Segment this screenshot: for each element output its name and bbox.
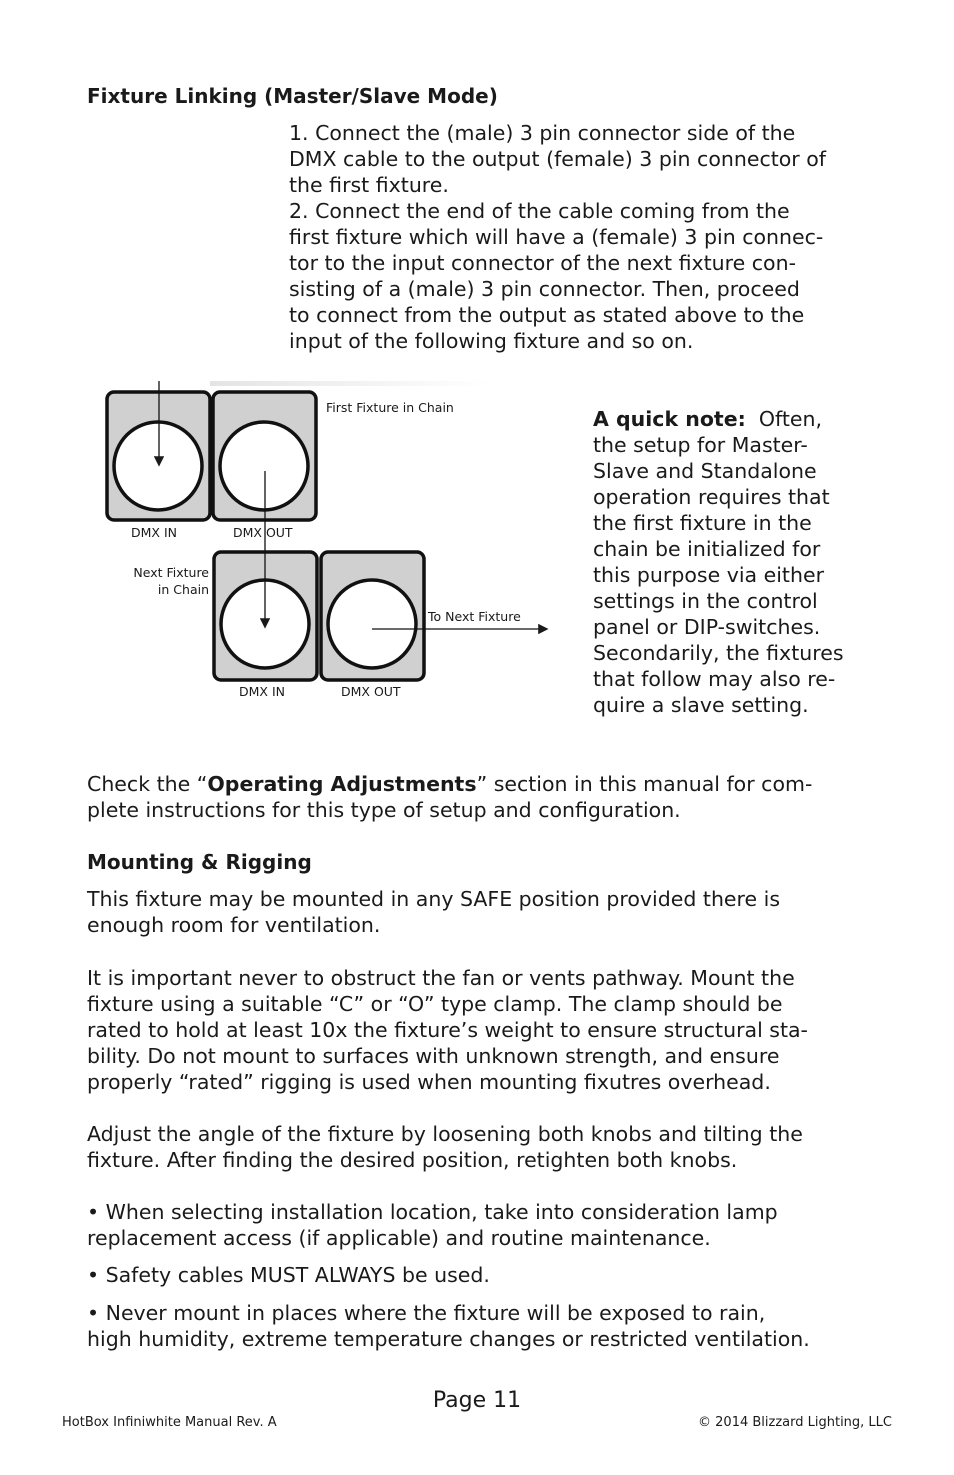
operating-adjustments-ref: Operating Adjustments <box>207 772 477 796</box>
check-paragraph <box>87 771 907 823</box>
section-heading-mounting: Mounting & Rigging <box>87 850 312 874</box>
check-suffix: ” section in this manual for com- plete instructions for this type of setup and configuration. <box>87 772 813 822</box>
footer-copyright: © 2014 Blizzard Lighting, LLC <box>698 1415 892 1430</box>
page-number: Page 11 <box>432 1388 522 1413</box>
quick-note-line1: Often, <box>745 407 822 431</box>
diagram-shadow-bar <box>210 381 490 386</box>
step-1-text: 1. Connect the (male) 3 pin connector side of the DMX cable to the output (female) 3 pin connector of the first fixture. <box>289 121 827 197</box>
label-first-fixture: First Fixture in Chain <box>326 400 454 415</box>
step-2-text: 2. Connect the end of the cable coming from the first fixture which will have a (female) 3 pin connec- tor to the input connector of the next fixture con- sisting of a (male) 3 pin connector. Then, proceed to connect from the output as stated above to the input of the following fixture and so on. <box>289 199 824 353</box>
dmx-chain-diagram <box>100 376 560 706</box>
quick-note-body: the setup for Master- Slave and Standalone operation requires that the first fixture in the chain be initialized for this purpose via either settings in the control panel or DIP-switches. Secondarily, the fixtures that follow may also re- quire a slave setting. <box>593 433 844 717</box>
label-dmx-in-bottom: DMX IN <box>239 684 285 699</box>
label-next-fixture-1: Next Fixture <box>133 565 209 580</box>
quick-note <box>593 380 893 744</box>
label-dmx-in-top: DMX IN <box>131 525 177 540</box>
bottom-dmx-out-connector <box>321 552 424 680</box>
label-dmx-out-top: DMX OUT <box>233 525 293 540</box>
check-prefix: Check the “ <box>87 772 208 796</box>
mounting-paragraph-3: Adjust the angle of the fixture by loosening both knobs and tilting the fixture. After finding the desired position, retighten both knobs. <box>87 1122 803 1172</box>
mounting-paragraph-1: This fixture may be mounted in any SAFE position provided there is enough room for ventilation. <box>87 887 781 937</box>
footer-manual-title: HotBox Infiniwhite Manual Rev. A <box>62 1415 277 1430</box>
bullet-placement-warning: • Never mount in places where the fixture will be exposed to rain, high humidity, extreme temperature changes or restricted ventilation. <box>87 1301 810 1351</box>
bullet-safety-cables: • Safety cables MUST ALWAYS be used. <box>87 1263 490 1287</box>
label-to-next-fixture: To Next Fixture <box>428 609 521 624</box>
label-next-fixture-2: in Chain <box>157 582 209 597</box>
label-dmx-out-bottom: DMX OUT <box>341 684 401 699</box>
section-heading-linking: Fixture Linking (Master/Slave Mode) <box>87 84 498 108</box>
quick-note-label: A quick note: <box>593 407 746 431</box>
bullet-install-location: • When selecting installation location, take into consideration lamp replacement access (if applicable) and routine maintenance. <box>87 1200 778 1250</box>
mounting-paragraph-2: It is important never to obstruct the fan or vents pathway. Mount the fixture using a suitable “C” or “O” type clamp. The clamp should be rated to hold at least 10x the fixture’s weight to ensure structural sta- bility. Do not mount to surfaces with unknown strength, and ensure properly “rated” rigging is used when mounting fixutres overhead. <box>87 966 808 1094</box>
